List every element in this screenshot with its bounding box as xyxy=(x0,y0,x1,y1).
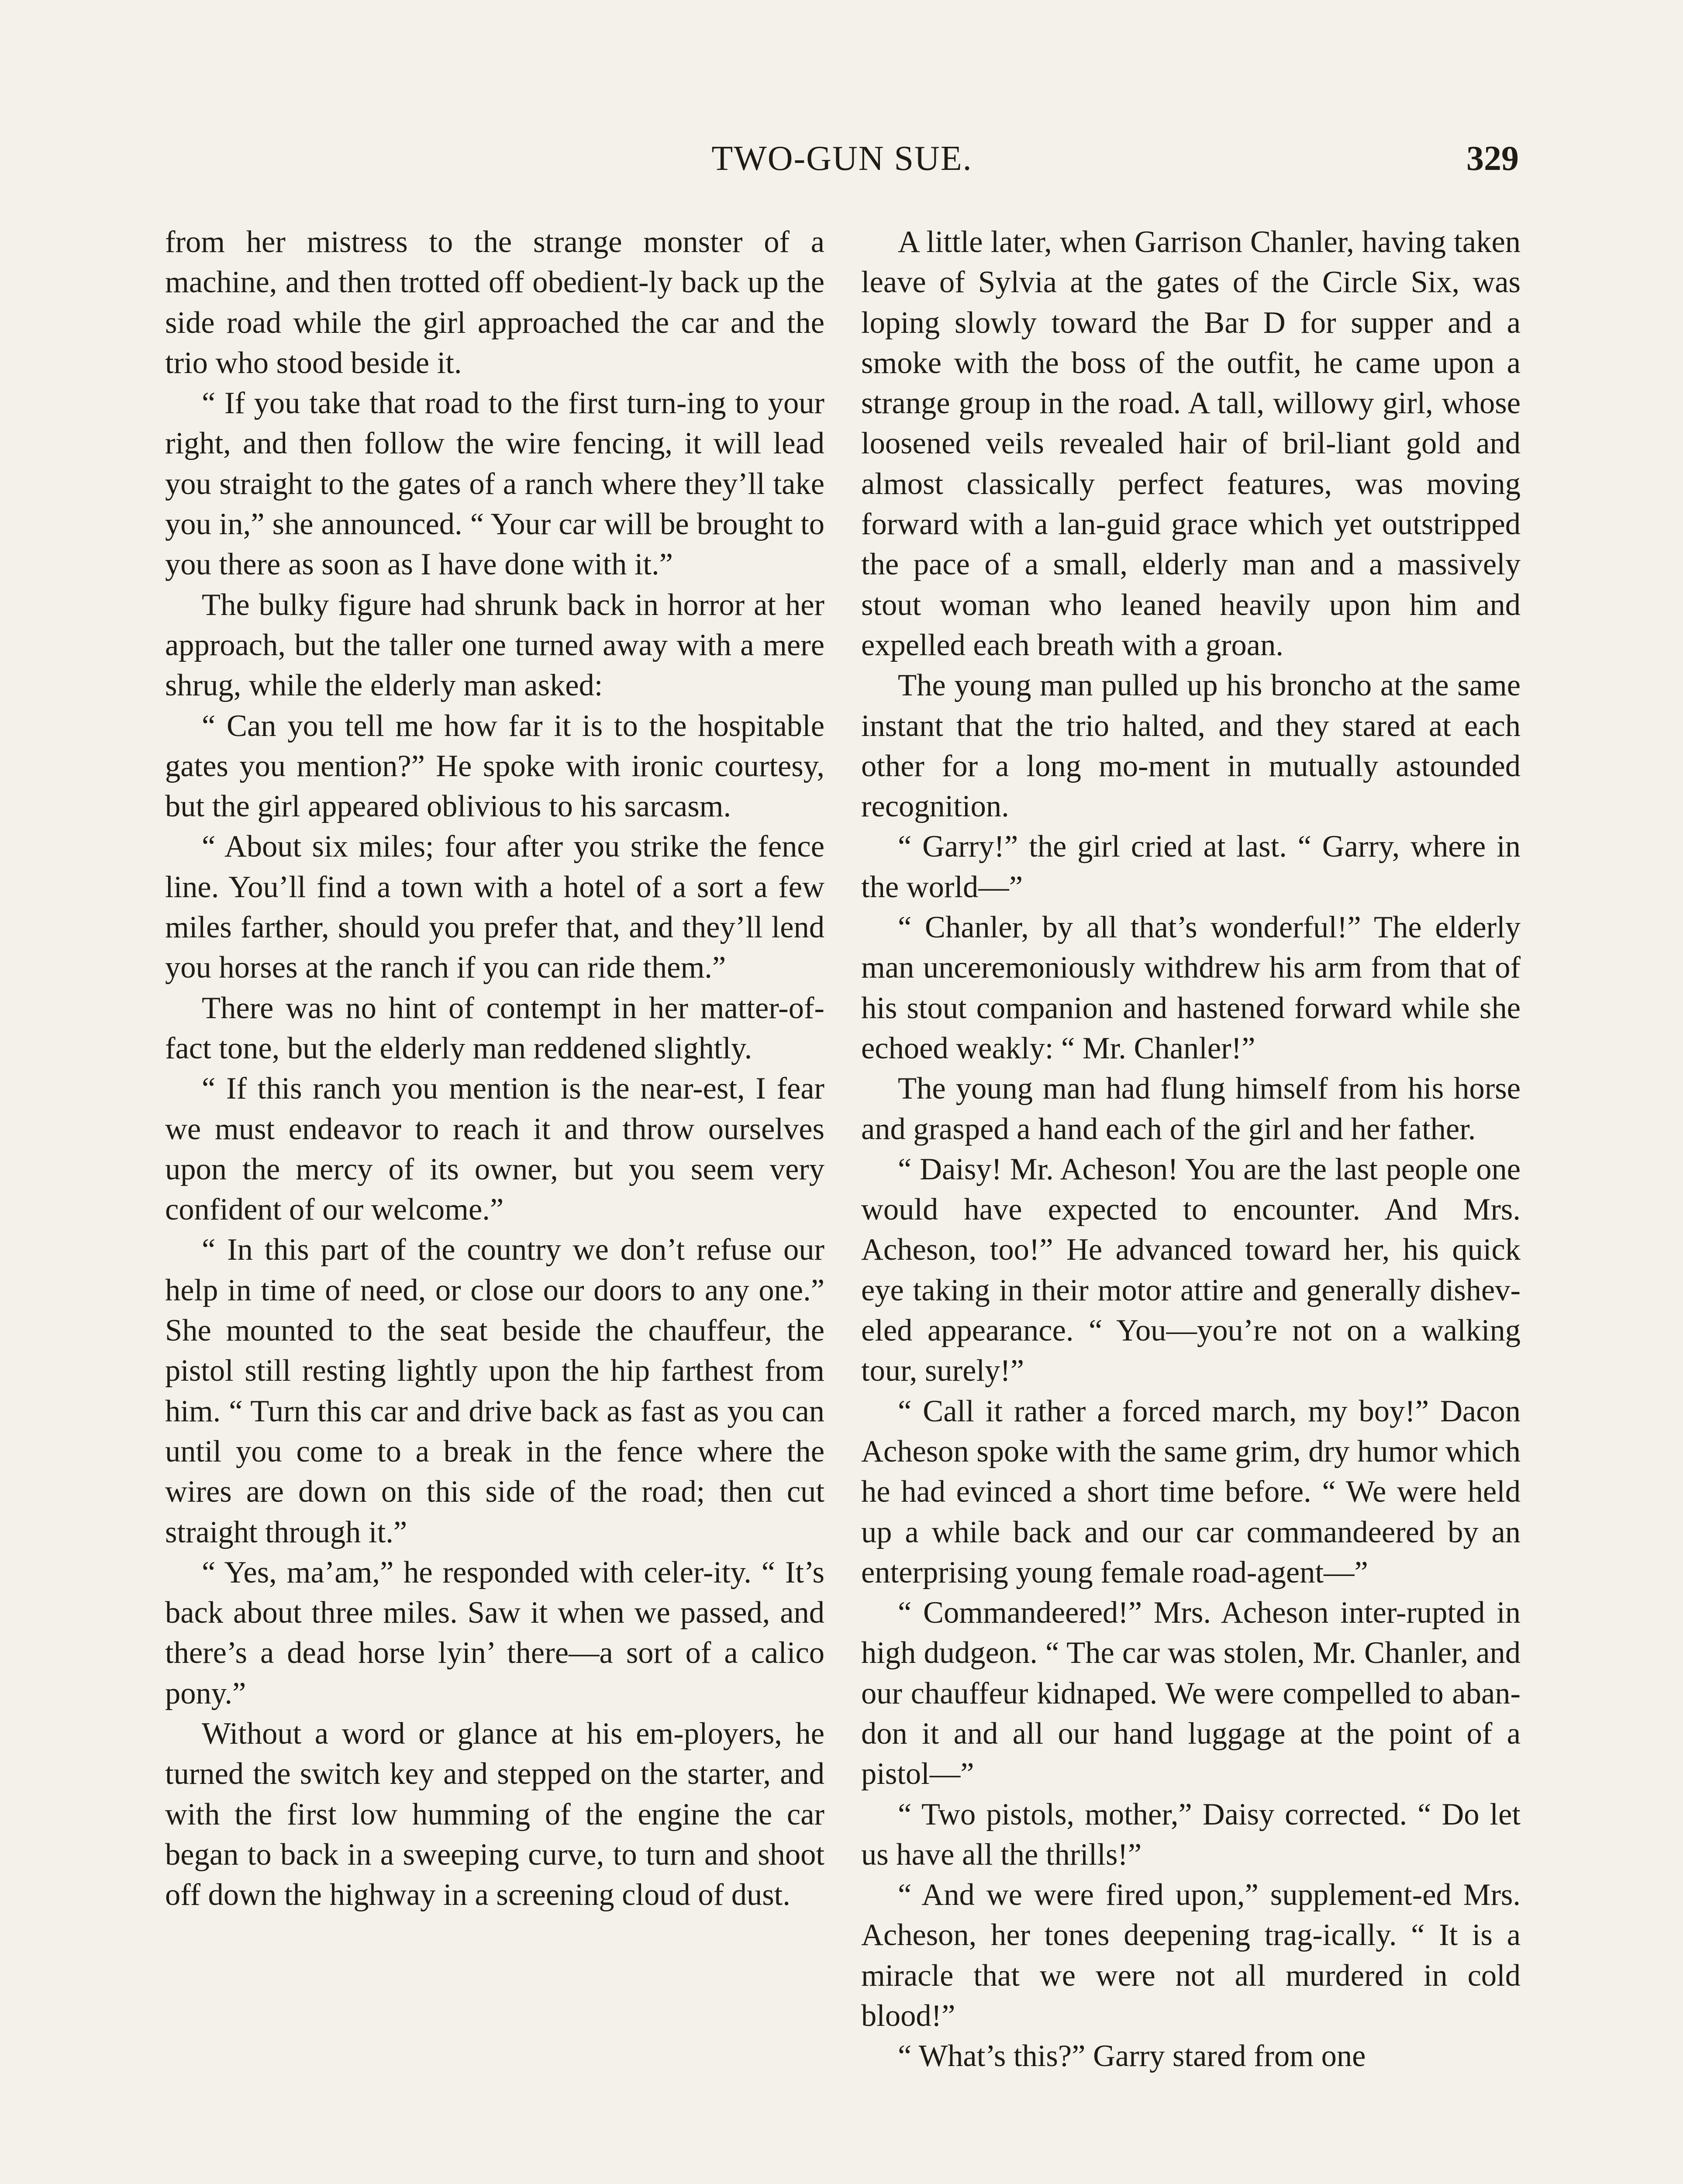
paragraph: “ Daisy! Mr. Acheson! You are the last people one would have expected to encounter. And Mrs. Acheson, too!” He advanced toward her, his quick eye taking in their motor attire and generally dishev-eled appearance. “ You—you’re not on a walking tour, surely!” xyxy=(861,1152,1521,1388)
paragraph: “ If you take that road to the first turn-ing to your right, and then follow the wire fencing, it will lead you straight to the gates of a ranch where they’ll take you in,” she announced. “ Your car will be brought to you there as soon as I have done with it.” xyxy=(165,386,824,582)
paragraph: “ Two pistols, mother,” Daisy corrected. “ Do let us have all the thrills!” xyxy=(861,1797,1521,1872)
paragraph: “ And we were fired upon,” supplement-ed Mrs. Acheson, her tones deepening trag-ically. “ It is a miracle that we were not all murdered in cold blood!” xyxy=(861,1878,1521,2033)
paragraph: “ Commandeered!” Mrs. Acheson inter-rupted in high dudgeon. “ The car was stolen, Mr. Chanler, and our chauffeur kidnaped. We were compelled to aban-don it and all our hand luggage at the point of a pistol—” xyxy=(861,1596,1521,1791)
paragraph: from her mistress to the strange monster of a machine, and then trotted off obedient-ly back up the side road while the girl approached the car and the trio who stood beside it. xyxy=(165,225,824,380)
paragraph: The bulky figure had shrunk back in horror at her approach, but the taller one turned away with a mere shrug, while the elderly man asked: xyxy=(165,587,824,703)
paragraph: The young man pulled up his broncho at the same instant that the trio halted, and they stared at each other for a long mo-ment in mutually astounded recognition. xyxy=(861,668,1521,824)
page-header xyxy=(165,139,1519,191)
paragraph: “ About six miles; four after you strike the fence line. You’ll find a town with a hotel of a sort a few miles farther, should you prefer that, and they’ll lend you horses at the ranch if you can ride them.” xyxy=(165,829,824,985)
paragraph: “ In this part of the country we don’t refuse our help in time of need, or close our doors to any one.” She mounted to the seat beside the chauffeur, the pistol still resting lightly upon the hip farthest from him. “ Turn this car and drive back as fast as you can until you come to a break in the fence where the wires are down on this side of the road; then cut straight through it.” xyxy=(165,1233,824,1549)
paragraph: Without a word or glance at his em-ployers, he turned the switch key and stepped on the starter, and with the first low humming of the engine the car began to back in a sweeping curve, to turn and shoot off down the highway in a screening cloud of dust. xyxy=(165,1716,824,1912)
paragraph: “ Garry!” the girl cried at last. “ Garry, where in the world—” xyxy=(861,829,1521,904)
paragraph: “ If this ranch you mention is the near-est, I fear we must endeavor to reach it and throw ourselves upon the mercy of its owner, but you seem very confident of our welcome.” xyxy=(165,1071,824,1227)
paragraph: The young man had flung himself from his horse and grasped a hand each of the girl and her father. xyxy=(861,1071,1521,1146)
paragraph: “ Call it rather a forced march, my boy!” Dacon Acheson spoke with the same grim, dry humor which he had evinced a short time before. “ We were held up a while back and our car commandeered by an enterprising young female road-agent—” xyxy=(861,1394,1521,1590)
paragraph: A little later, when Garrison Chanler, having taken leave of Sylvia at the gates of the Circle Six, was loping slowly toward the Bar D for supper and a smoke with the boss of the outfit, he came upon a strange group in the road. A tall, willowy girl, whose loosened veils revealed hair of bril-liant gold and almost classically perfect features, was moving forward with a lan-guid grace which yet outstripped the pace of a small, elderly man and a massively stout woman who leaned heavily upon him and expelled each breath with a groan. xyxy=(861,225,1521,662)
paragraph: There was no hint of contempt in her matter-of-fact tone, but the elderly man reddened slightly. xyxy=(165,991,824,1065)
right-column xyxy=(861,222,1521,2077)
running-head: TWO-GUN SUE. xyxy=(711,139,973,178)
paragraph: “ Yes, ma’am,” he responded with celer-ity. “ It’s back about three miles. Saw it when we passed, and there’s a dead horse lyin’ there—a sort of a calico pony.” xyxy=(165,1555,824,1711)
paragraph: “ Chanler, by all that’s wonderful!” The elderly man unceremoniously withdrew his arm from that of his stout companion and hastened forward while she echoed weakly: “ Mr. Chanler!” xyxy=(861,910,1521,1065)
left-column xyxy=(165,222,824,1915)
page-number: 329 xyxy=(1466,139,1519,178)
paragraph: “ Can you tell me how far it is to the hospitable gates you mention?” He spoke with ironic courtesy, but the girl appeared oblivious to his sarcasm. xyxy=(165,708,824,824)
paragraph: “ What’s this?” Garry stared from one xyxy=(898,2039,1366,2073)
